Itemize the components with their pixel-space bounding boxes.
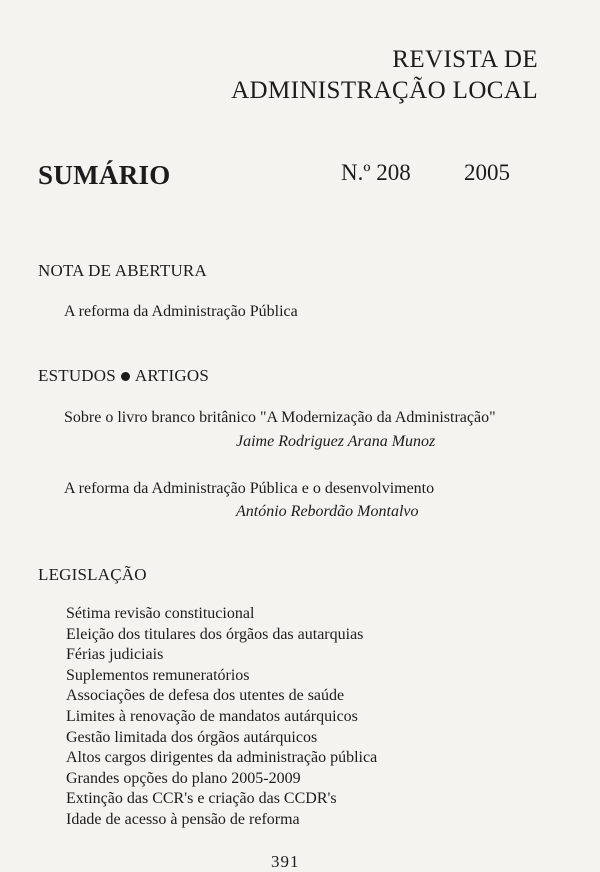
section-title-nota: NOTA DE ABERTURA: [38, 261, 207, 280]
bullet-icon: [121, 372, 130, 381]
page-number: 391: [271, 852, 300, 871]
list-item: Grandes opções do plano 2005-2009: [66, 769, 301, 787]
list-item: Associações de defesa dos utentes de saúde: [66, 687, 345, 705]
issue-number: N.º 208: [341, 160, 411, 185]
legislation-list: [66, 604, 377, 831]
list-item: Altos cargos dirigentes da administração pública: [66, 749, 378, 767]
list-item: Limites à renovação de mandatos autárquicos: [66, 707, 358, 725]
masthead-line-2: ADMINISTRAÇÃO LOCAL: [231, 77, 538, 104]
toc-item-estudos-1: Sobre o livro branco britânico "A Modernização da Administração": [64, 409, 496, 426]
toc-author-estudos-2: António Rebordão Montalvo: [236, 503, 419, 520]
section-title-legislacao: LEGISLAÇÃO: [38, 565, 147, 584]
section-title-estudos-part2: ARTIGOS: [134, 366, 209, 385]
list-item: Suplementos remuneratórios: [66, 666, 250, 684]
section-title-estudos: [38, 366, 209, 386]
list-item: Extinção das CCR's e criação das CCDR's: [66, 790, 337, 808]
toc-author-estudos-1: Jaime Rodriguez Arana Munoz: [236, 433, 436, 450]
issue-year: 2005: [464, 160, 510, 185]
list-item: Idade de acesso à pensão de reforma: [66, 810, 300, 828]
list-item: Férias judiciais: [66, 646, 164, 664]
section-title-estudos-part1: ESTUDOS: [38, 366, 116, 385]
toc-item-estudos-2: A reforma da Administração Pública e o desenvolvimento: [64, 480, 435, 497]
list-item: Gestão limitada dos órgãos autárquicos: [66, 728, 318, 746]
list-item: Eleição dos titulares dos órgãos das autarquias: [66, 625, 364, 643]
list-item: Sétima revisão constitucional: [66, 605, 255, 622]
summary-heading: SUMÁRIO: [38, 160, 171, 190]
toc-item-nota-1: A reforma da Administração Pública: [64, 303, 298, 320]
masthead-line-1: REVISTA DE: [392, 46, 538, 73]
journal-masthead: [231, 44, 538, 106]
